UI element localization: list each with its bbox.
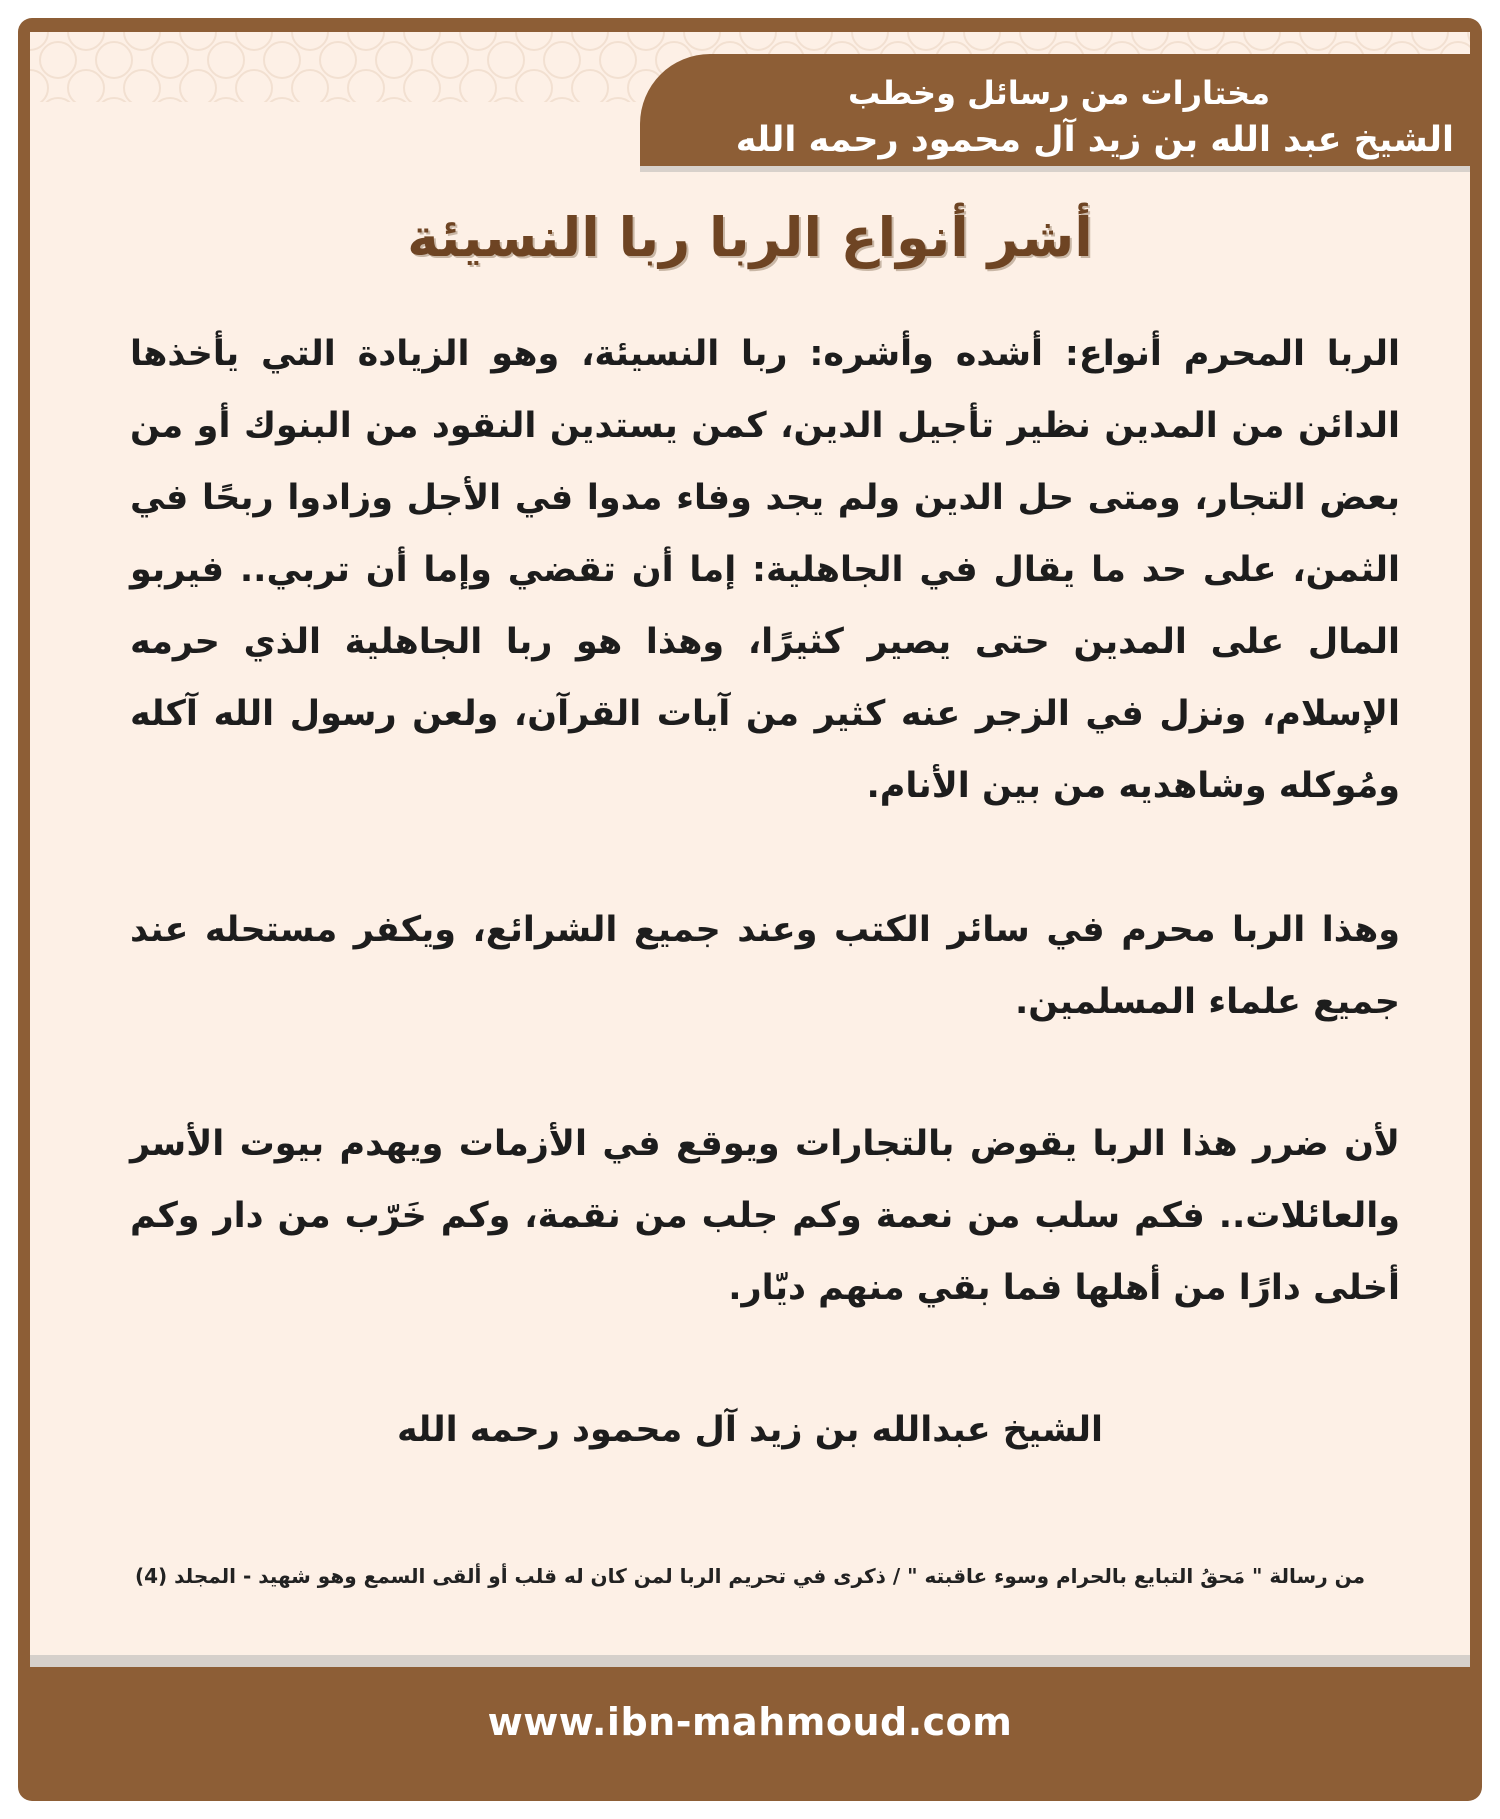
header-series-title: مختارات من رسائل وخطب — [847, 74, 1270, 112]
article-title: أشر أنواع الربا ربا النسيئة — [407, 206, 1093, 269]
paragraph-3: لأن ضرر هذا الربا يقوض بالتجارات ويوقع في الأزمات ويهدم بيوت الأسر والعائلات.. فكم سلب من نعمة وكم جلب من نقمة، وكم خَرّب من دار وكم أخلى دارًا من أهلها فما بقي منهم ديّار. — [130, 1124, 1400, 1308]
source-citation: من رسالة " مَحقُ التبايع بالحرام وسوء عاقبته " / ذكرى في تحريم الربا لمن كان له قلب أو ألقى السمع وهو شهيد - المجلد (4) — [134, 1564, 1366, 1588]
author-signature: الشيخ عبدالله بن زيد آل محمود رحمه الله — [396, 1410, 1104, 1450]
website-link[interactable]: www.ibn-mahmoud.com — [487, 1700, 1013, 1744]
header-author-name: الشيخ عبد الله بن زيد آل محمود رحمه الله — [735, 120, 1454, 160]
header-banner — [640, 54, 1470, 166]
paragraph-2: وهذا الربا محرم في سائر الكتب وعند جميع الشرائع، ويكفر مستحله عند جميع علماء المسلمين. — [130, 910, 1400, 1022]
paragraph-1: الربا المحرم أنواع: أشده وأشره: ربا النسيئة، وهو الزيادة التي يأخذها الدائن من المدين نظير تأجيل الدين، كمن يستدين النقود من البنوك أو من بعض التجار، ومتى حل الدين ولم يجد وفاء مدوا في الأجل وزادوا ربحًا في الثمن، على حد ما يقال في الجاهلية: إما أن تقضي وإما أن تربي.. فيربو المال على المدين حتى يصير كثيرًا، وهذا هو ربا الجاهلية الذي حرمه الإسلام، ونزل في الزجر عنه كثير من آيات القرآن، ولعن رسول الله آكله ومُوكله وشاهديه من بين الأنام. — [130, 334, 1400, 806]
divider-strip — [30, 1655, 1470, 1667]
